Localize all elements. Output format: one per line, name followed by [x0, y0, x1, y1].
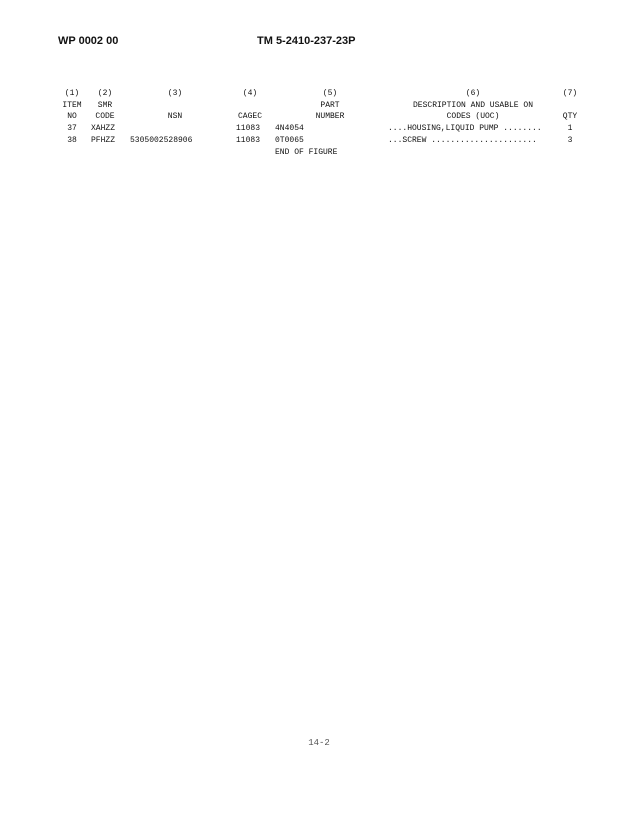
page-number: 14-2: [308, 738, 330, 748]
end-of-figure: END OF FIGURE: [275, 148, 338, 157]
table-row-desc: ....HOUSING,LIQUID PUMP ........: [388, 124, 542, 133]
table-row-part: 4N4054: [275, 124, 304, 133]
table-row-desc: ...SCREW ......................: [388, 136, 537, 145]
table-row-cagec: 11083: [236, 136, 261, 145]
table-row-smr: XAHZZ: [91, 124, 116, 133]
table-row-cagec: 11083: [236, 124, 261, 133]
col-num-1: (1): [64, 89, 80, 98]
table-row-qty: 1: [567, 124, 573, 133]
col-item-header: ITEM: [62, 101, 82, 110]
col-smr-header: SMR: [97, 101, 113, 110]
col-num-6: (6): [465, 89, 481, 98]
table-row-item: 38: [67, 136, 77, 145]
col-smr-header-line2: CODE: [95, 112, 115, 121]
col-cagec-header: CAGEC: [237, 112, 263, 121]
col-num-7: (7): [562, 89, 578, 98]
table-row-qty: 3: [567, 136, 573, 145]
col-item-header-line2: NO: [67, 112, 77, 121]
tm-number: TM 5-2410-237-23P: [257, 35, 356, 47]
table-row-item: 37: [67, 124, 77, 133]
col-qty-header: QTY: [562, 112, 578, 121]
table-row-nsn: 5305002528906: [130, 136, 193, 145]
col-nsn-header: NSN: [167, 112, 183, 121]
col-num-4: (4): [242, 89, 258, 98]
wp-number: WP 0002 00: [58, 35, 119, 47]
col-part-header: PART: [320, 101, 340, 110]
table-row-smr: PFHZZ: [91, 136, 116, 145]
col-desc-header: DESCRIPTION AND USABLE ON: [412, 101, 534, 110]
col-desc-header-line2: CODES (UOC): [446, 112, 500, 121]
col-part-header-line2: NUMBER: [315, 112, 345, 121]
col-num-2: (2): [97, 89, 113, 98]
table-row-part: 0T0065: [275, 136, 304, 145]
col-num-3: (3): [167, 89, 183, 98]
col-num-5: (5): [322, 89, 338, 98]
